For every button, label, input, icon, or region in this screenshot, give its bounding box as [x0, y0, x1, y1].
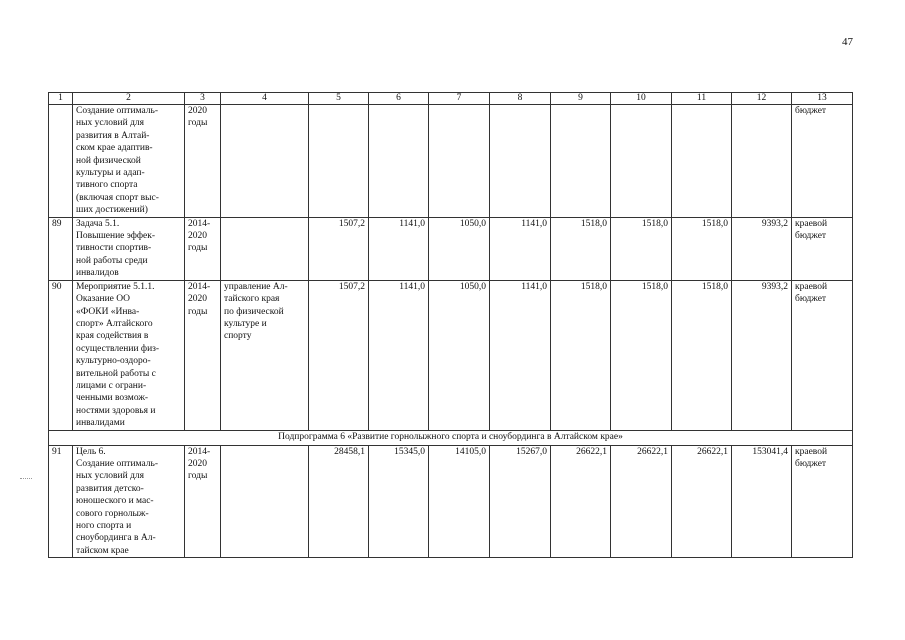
- row-name: Цель 6. Создание оптималь- ных условий для развития детско- юношеского и мас- сового горнолыж- ного спорта и сноубординга в Ал- тайском крае: [73, 445, 185, 558]
- value-cell: [369, 105, 429, 218]
- value-cell: 15345,0: [369, 445, 429, 558]
- value-cell: [611, 105, 672, 218]
- value-cell: 26622,1: [611, 445, 672, 558]
- value-cell: 153041,4: [732, 445, 792, 558]
- row-name: Создание оптималь- ных условий для развития в Алтай- ском крае адаптив- ной физической культуры и адап- тивного спорта (включая спорт выс- ших достижений): [73, 105, 185, 218]
- value-cell: 26622,1: [672, 445, 732, 558]
- row-source: краевой бюджет: [792, 445, 853, 558]
- column-header: 4: [221, 93, 309, 105]
- value-cell: 1518,0: [611, 280, 672, 430]
- row-period: 2014- 2020 годы: [185, 445, 221, 558]
- table-row: [49, 445, 853, 558]
- row-number: 90: [49, 280, 73, 430]
- column-number-row: [49, 93, 853, 105]
- value-cell: 1518,0: [672, 217, 732, 280]
- table-row: [49, 217, 853, 280]
- value-cell: 1518,0: [551, 217, 611, 280]
- value-cell: 1141,0: [369, 217, 429, 280]
- value-cell: 1518,0: [672, 280, 732, 430]
- column-header: 11: [672, 93, 732, 105]
- value-cell: 1050,0: [429, 280, 490, 430]
- value-cell: 28458,1: [309, 445, 369, 558]
- value-cell: 9393,2: [732, 280, 792, 430]
- column-header: 10: [611, 93, 672, 105]
- value-cell: 1507,2: [309, 217, 369, 280]
- row-name: Задача 5.1. Повышение эффек- тивности спортив- ной работы среди инвалидов: [73, 217, 185, 280]
- column-header: 7: [429, 93, 490, 105]
- row-period: 2020 годы: [185, 105, 221, 218]
- row-source: краевой бюджет: [792, 217, 853, 280]
- value-cell: 26622,1: [551, 445, 611, 558]
- column-header: 5: [309, 93, 369, 105]
- subprogram-row: [49, 430, 853, 445]
- row-source: бюджет: [792, 105, 853, 218]
- value-cell: 15267,0: [490, 445, 551, 558]
- value-cell: 1141,0: [369, 280, 429, 430]
- column-header: 1: [49, 93, 73, 105]
- row-executor: [221, 445, 309, 558]
- program-table: [48, 92, 853, 558]
- value-cell: [490, 105, 551, 218]
- value-cell: 14105,0: [429, 445, 490, 558]
- value-cell: 1050,0: [429, 217, 490, 280]
- value-cell: 1518,0: [611, 217, 672, 280]
- row-period: 2014- 2020 годы: [185, 217, 221, 280]
- value-cell: 1141,0: [490, 280, 551, 430]
- value-cell: 1518,0: [551, 280, 611, 430]
- column-header: 8: [490, 93, 551, 105]
- row-source: краевой бюджет: [792, 280, 853, 430]
- table-row: [49, 105, 853, 218]
- value-cell: 1141,0: [490, 217, 551, 280]
- column-header: 3: [185, 93, 221, 105]
- row-number: 91: [49, 445, 73, 558]
- column-header: 13: [792, 93, 853, 105]
- row-number: [49, 105, 73, 218]
- row-executor: управление Ал- тайского края по физической культуре и спорту: [221, 280, 309, 430]
- value-cell: [309, 105, 369, 218]
- value-cell: [672, 105, 732, 218]
- subprogram-title: Подпрограмма 6 «Развитие горнолыжного спорта и сноубординга в Алтайском крае»: [49, 430, 853, 445]
- value-cell: 1507,2: [309, 280, 369, 430]
- column-header: 6: [369, 93, 429, 105]
- table-row: [49, 280, 853, 430]
- column-header: 2: [73, 93, 185, 105]
- page-number: 47: [842, 36, 853, 48]
- row-name: Мероприятие 5.1.1. Оказание ОО «ФОКИ «Инва- спорт» Алтайского края содействия в осуществлении физ- культурно-оздоро- вительной работы с лицами с ограни- ченными возмож- ностями здоровья и инвалидами: [73, 280, 185, 430]
- value-cell: [429, 105, 490, 218]
- row-executor: [221, 105, 309, 218]
- value-cell: 9393,2: [732, 217, 792, 280]
- column-header: 12: [732, 93, 792, 105]
- row-number: 89: [49, 217, 73, 280]
- margin-mark: [20, 478, 32, 479]
- row-executor: [221, 217, 309, 280]
- row-period: 2014- 2020 годы: [185, 280, 221, 430]
- value-cell: [732, 105, 792, 218]
- column-header: 9: [551, 93, 611, 105]
- value-cell: [551, 105, 611, 218]
